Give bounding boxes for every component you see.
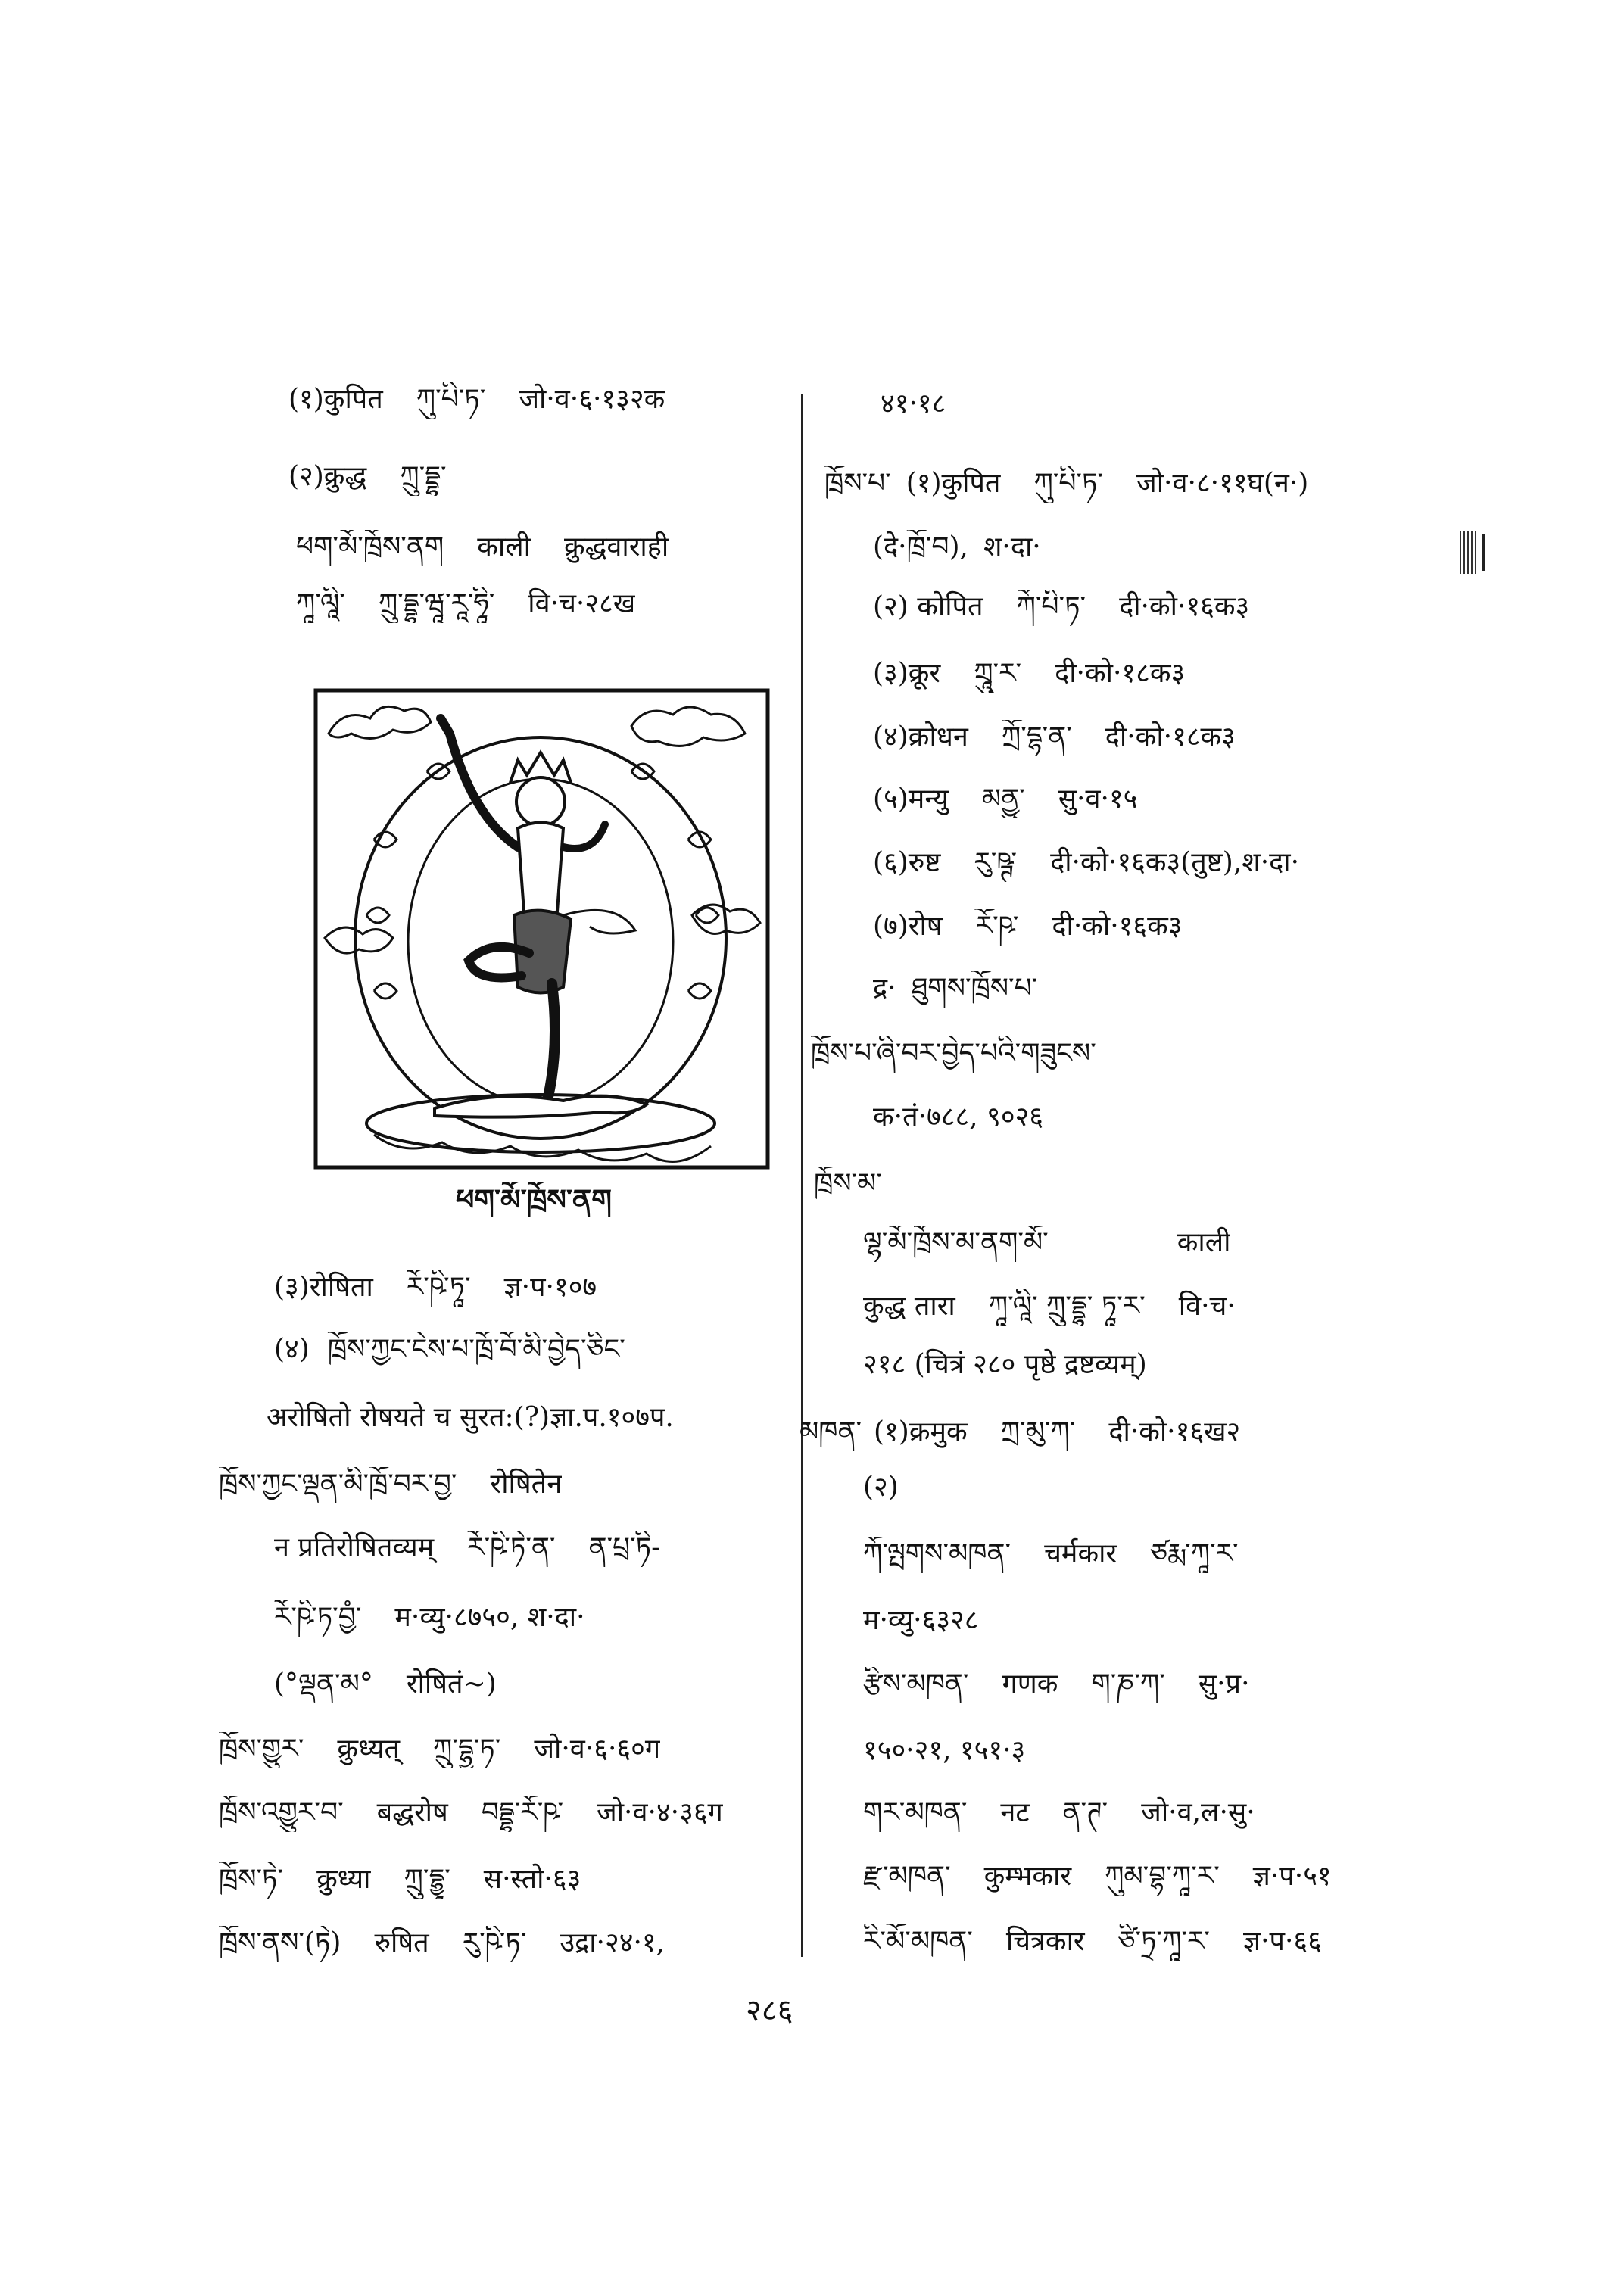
entry-line [873,656,1185,693]
tibetan-transliteration: རོ་ཥ་ [975,911,1019,942]
entry-line [219,1926,665,1962]
tibetan-transliteration: རུ་ཥྚ་ [974,847,1018,878]
tibetan-transliteration: ཀཱ་ལཱི་ [296,588,345,619]
citation: वि·च·२८ख [528,588,636,619]
cross-reference: ཐུགས་ཁྲོས་པ་ [911,973,1038,1004]
sanskrit-term: बद्धरोष [376,1797,448,1828]
entry-line [873,909,1182,946]
deity-head [516,777,565,826]
sanskrit-term: (१)कुपित [288,384,383,415]
sanskrit-term: (४)क्रोधन [873,721,968,752]
tibetan-transliteration: བདྡྷ་རོ་ཥ་ [481,1797,564,1828]
entry-line [863,1289,1236,1326]
entry-line [274,1332,625,1369]
tibetan-headword: རྩིས་མཁན་ [863,1668,969,1699]
entry-line [863,1796,1255,1832]
deity-torso [518,823,563,917]
citation: २१८ (चित्रं २८० पृष्ठे द्रष्टव्यम्) [863,1349,1147,1380]
tibetan-headword: ཀོ་ལྤགས་མཁན་ [863,1538,1011,1569]
sanskrit-term: (६)रुष्ट [873,847,941,878]
sanskrit-term: (१)क्रमुक [874,1416,968,1447]
sanskrit-term: (७)रोष [873,911,943,942]
entry-line [863,1859,1332,1896]
tibetan-transliteration: རོ་ཥི་ཏཱ་ [406,1272,471,1303]
tibetan-transliteration: ཀུ་པི་ཏ་ [1033,468,1104,499]
citation: ज्ञ·प·१०७ [503,1272,597,1303]
sanskrit-term: (२)क्रुद्ध [288,461,367,492]
sanskrit-term: क्रुद्धवाराही [563,531,669,562]
sanskrit-term: (५)मन्यु [873,784,949,815]
entry-line [863,1603,979,1640]
entry-line [267,1400,674,1437]
citation: १५०·२१, १५१·३ [863,1735,1026,1766]
citation: जो·व·६·६०ग [534,1734,661,1765]
entry-line [814,1167,882,1203]
entry-line [873,530,1041,566]
entry-line [811,1036,1096,1073]
citation: श·दा· [983,531,1041,562]
variant-note: (दे·ཁྲོ་བ), [873,531,968,562]
entry-line [219,1467,562,1503]
tibetan-transliteration: ཙི་ཏྲ་ཀཱ་ར་ [1117,1926,1210,1957]
sanskrit-term: काली [1177,1227,1231,1258]
sanskrit-term: (३)रोषिता [274,1272,373,1303]
thumb-index-mark [1460,531,1479,574]
tibetan-headword: ཕག་མོ་ཁྲོས་ནག [296,531,444,562]
tibetan-transliteration: ན་ཊ་ [1062,1797,1108,1828]
tibetan-phrase: ཁྲོས་ཀྱང་ངེས་པ་ཁྲོ་བོ་མི་བྱེད་ཅིང་ [327,1334,625,1365]
entry-line [800,1415,1240,1451]
sanskrit-term: चर्मकार [1044,1538,1117,1569]
entry-line [288,460,447,496]
column-divider [801,394,803,1957]
tibetan-transliteration: ཀྲུ་དྡྷ་ [400,461,447,492]
citation: स·स्तो·६३ [483,1864,581,1895]
entry-line [219,1862,581,1899]
entry-line [863,1667,1250,1703]
entry-line [296,530,669,566]
citation: जो·व·६·१३२क [519,384,665,415]
citation: दी·को·१८क३ [1105,721,1236,752]
tibetan-transliteration: ཀྲ་མུ་ཀ་ [1000,1416,1076,1447]
sense-number: (२) [863,1472,899,1503]
sanskrit-term: रोषितेन [490,1469,563,1500]
entry-line [219,1796,723,1832]
citation: ज्ञ·प·६६ [1243,1926,1322,1957]
tibetan-transliteration: རོ་ཥི་ཏེ་ན་ [467,1532,556,1563]
sanskrit-term: गणक [1002,1668,1058,1699]
entry-line [873,782,1137,818]
citation: ज्ञ·प·५१ [1252,1861,1332,1892]
tibetan-transliteration: ཀུ་པི་ཏ་ [416,384,486,415]
sanskrit-term: रुषित [374,1927,429,1958]
sanskrit-variant: रोषितं~) [406,1668,497,1699]
entry-line [274,1270,597,1307]
tibetan-headword: ཁྲོས་མ་ [814,1168,882,1199]
citation: दी·को·१६क३ [1052,911,1183,942]
citation: सु·व·१५ [1058,784,1138,815]
sanskrit-phrase: अरोषितो रोषयते च सुरत:(?)ज्ञा.प.१०७प. [267,1402,674,1433]
sanskrit-term: (३)क्रूर [873,658,941,689]
tibetan-variant: (°ལྡན་མ° [274,1668,373,1699]
tibetan-transliteration: ཀུམ་བྷ་ཀཱ་ར་ [1105,1861,1220,1892]
entry-line [863,1226,1230,1262]
tibetan-headword: ཁྲོས་པ་ [824,468,891,499]
entry-line [288,382,665,419]
sanskrit-term: कुम्भकार [983,1861,1072,1892]
citation: म·व्यु·८७५०, श·दा· [394,1602,585,1633]
tibetan-transliteration: ཀྲུ་དྷྱཱ་ [404,1864,450,1895]
entry-line [881,387,946,423]
sanskrit-term: क्रुध्या [316,1864,371,1895]
entry-line [873,720,1236,756]
tibetan-headword: ལྷ་མོ་ཁྲོས་མ་ནག་མོ་ [863,1227,1049,1258]
tibetan-headword: གར་མཁན་ [863,1797,968,1828]
citation: दी·को·१६क३ [1119,591,1250,622]
tibetan-headword: མཁན་ [800,1416,862,1447]
citation: दी·को·१८क३ [1055,658,1186,689]
citation: ४१·१८ [881,388,946,419]
tibetan-phrase: ཁྲོས་ཀྱང་ལྡན་མི་ཁྲོ་བར་བྱ་ [219,1469,457,1500]
citation: सु·प्र· [1198,1668,1250,1699]
entry-line [873,1100,1043,1136]
sanskrit-term: क्रुध्यत् [337,1734,400,1765]
tibetan-transliteration: ཀྲོ་དྷ་ན་ [1001,721,1072,752]
tibetan-headword: ཁྲོས་ནས་(ཏེ) [219,1927,341,1958]
tibetan-transliteration: ན་པྲ་ཏི- [588,1532,661,1563]
sense-number: (४) [274,1334,310,1365]
tibetan-transliteration: ཀྲཱུ་ར་ [974,658,1022,689]
sanskrit-term: (१)कुपित [906,468,1001,499]
prostrate-figure [435,1096,647,1117]
entry-line [863,1734,1025,1770]
entry-line [873,971,1037,1008]
tibetan-headword: ཁྲོས་འགྱུར་བ་ [219,1797,344,1828]
sanskrit-term: कुद्ध तारा [863,1291,955,1322]
entry-line [296,587,635,623]
sanskrit-term: चित्रकार [1005,1926,1085,1957]
citation: म·व्यु·६३२८ [863,1605,979,1636]
sanskrit-term: काली [477,531,531,562]
tibetan-transliteration: མནྱུ་ [981,784,1025,815]
entry-line [274,1531,660,1567]
entry-line [863,1924,1322,1961]
entry-line [863,1537,1239,1573]
cross-reference-label: द्र· [873,973,896,1004]
sanskrit-phrase: न प्रतिरोषितव्यम् [274,1532,435,1563]
entry-line [873,590,1249,626]
citation: जो·व·८·११घ(न·) [1136,468,1309,499]
entry-line [863,1347,1147,1384]
citation: दी·को·१६क३(तुष्ट),श·दा· [1050,847,1300,878]
tibetan-transliteration: ཀོ་པི་ཏ་ [1016,591,1086,622]
tibetan-headword: ཁྲོས་ཏེ་ [219,1864,284,1895]
entry-line [274,1600,585,1637]
tibetan-transliteration: ག་ཎ་ཀ་ [1091,1668,1165,1699]
tibetan-transliteration: རོ་ཥི་ཏ་བྱཾ་ [274,1602,362,1633]
entry-line [219,1732,660,1768]
entry-line [274,1667,497,1703]
entry-line [873,846,1299,882]
sanskrit-term: नट [1000,1797,1030,1828]
tibetan-transliteration: ཀྲུ་དྡྷ་ཝཱ་རཱ་ཧཱི་ [378,588,495,619]
tibetan-headword: རྫ་མཁན་ [863,1861,951,1892]
citation: जो·व,ल·सु· [1141,1797,1255,1828]
citation: दी·को·१६ख२ [1108,1416,1241,1447]
page-number: २८६ [746,1993,793,2028]
tibetan-transliteration: ཀཱ་ལཱི་ ཀྲུ་དྡྷ་ ཏཱ་ར་ [988,1291,1146,1322]
tibetan-headword: རི་མོ་མཁན་ [863,1926,973,1957]
tibetan-transliteration: ཀྲུ་དྷྱ་ཏ་ [433,1734,501,1765]
tibetan-headword: ཁྲོས་པ་ཞི་བར་བྱེད་པའི་གཟུངས་ [811,1038,1096,1069]
tibetan-transliteration: ཙརྨ་ཀཱ་ར་ [1150,1538,1239,1569]
figure-caption: ཕག་མོ་ཁྲོས་ནག [455,1182,613,1217]
deity-illustration [313,688,770,1170]
citation: जो·व·४·३६ग [597,1797,723,1828]
citation: क·तं·७८८, ९०२६ [873,1101,1043,1132]
tibetan-transliteration: རུ་ཥི་ཏ་ [462,1927,527,1958]
citation: उद्रा·२४·१, [560,1927,665,1958]
entry-line [863,1470,899,1506]
entry-line [824,466,1308,503]
sanskrit-term: (२) कोपित [873,591,983,622]
citation: वि·च· [1178,1291,1236,1322]
tibetan-headword: ཁྲོས་གྱུར་ [219,1734,304,1765]
